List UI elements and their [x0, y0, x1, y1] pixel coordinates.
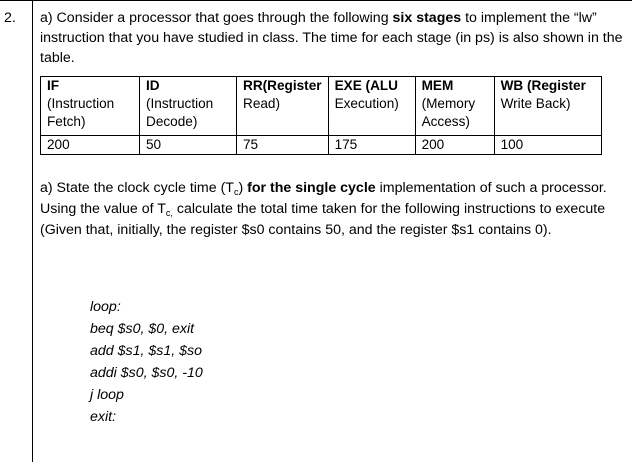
- subpart-bold: for the single cycle: [247, 180, 376, 196]
- stage-detail: Read): [243, 96, 281, 111]
- subscript-c: c: [233, 187, 239, 197]
- stage-timing-table: [40, 76, 602, 155]
- intro-text-1: a) Consider a processor that goes through the following: [40, 10, 393, 26]
- code-line: addi $s0, $s0, -10: [90, 365, 203, 381]
- subpart-a: [40, 178, 626, 240]
- intro-bold: six stages: [392, 10, 462, 26]
- number-column-rule: [32, 0, 33, 462]
- subpart-text-1: a) State the clock cycle time (T: [40, 180, 234, 196]
- stage-header-id: [140, 77, 237, 136]
- stage-abbr: ID: [146, 78, 160, 93]
- stage-time-mem: 200: [415, 136, 494, 155]
- subpart-text-4: calculate the total time taken for the following instructions to execute (Given that, initially, the register $s0 contains 50, and the register $s1 contains 0).: [40, 201, 606, 238]
- subpart-text-3: implementation of such a processor. Using the value of T: [40, 180, 607, 217]
- question-number: 2.: [4, 10, 16, 26]
- stage-header-wb: [494, 77, 601, 136]
- code-line: loop:: [90, 299, 121, 315]
- stage-header-if: [41, 77, 140, 136]
- stage-abbr: WB (Register: [500, 78, 586, 93]
- code-line: beq $s0, $0, exit: [90, 321, 195, 337]
- stage-abbr: EXE (ALU: [334, 78, 399, 93]
- stage-time-id: 50: [140, 136, 237, 155]
- subscript-c-comma: c,: [165, 208, 173, 218]
- code-line: exit:: [90, 409, 117, 425]
- stage-time-row: [41, 136, 602, 155]
- stage-abbr: MEM: [421, 78, 454, 93]
- stage-time-exe: 175: [328, 136, 415, 155]
- code-line: add $s1, $s1, $so: [90, 343, 203, 359]
- stage-time-wb: 100: [494, 136, 601, 155]
- stage-detail: (Instruction Decode): [146, 96, 214, 129]
- assembly-code-block: [90, 296, 203, 428]
- stage-time-if: 200: [41, 136, 140, 155]
- code-line: j loop: [90, 387, 124, 403]
- stage-abbr: RR(Register: [243, 78, 322, 93]
- intro-text-2: to implement the “lw” instruction that you have studied in class. The time for each stage (in ps) is also shown in the table.: [40, 10, 623, 66]
- stage-abbr: IF: [47, 78, 60, 93]
- page-top-rule: [0, 0, 632, 1]
- stage-header-exe: [328, 77, 415, 136]
- stage-detail: Execution): [334, 96, 399, 111]
- stage-header-rr: [237, 77, 329, 136]
- subpart-text-2: ): [238, 180, 248, 196]
- question-intro: [40, 8, 626, 68]
- subpart-paragraph: [40, 178, 626, 240]
- stage-header-mem: [415, 77, 494, 136]
- stage-detail: (Instruction Fetch): [47, 96, 115, 129]
- stage-time-rr: 75: [237, 136, 329, 155]
- intro-paragraph: [40, 8, 626, 68]
- stage-detail: Write Back): [500, 96, 571, 111]
- stage-header-row: [41, 77, 602, 136]
- stage-detail: (Memory Access): [421, 96, 476, 129]
